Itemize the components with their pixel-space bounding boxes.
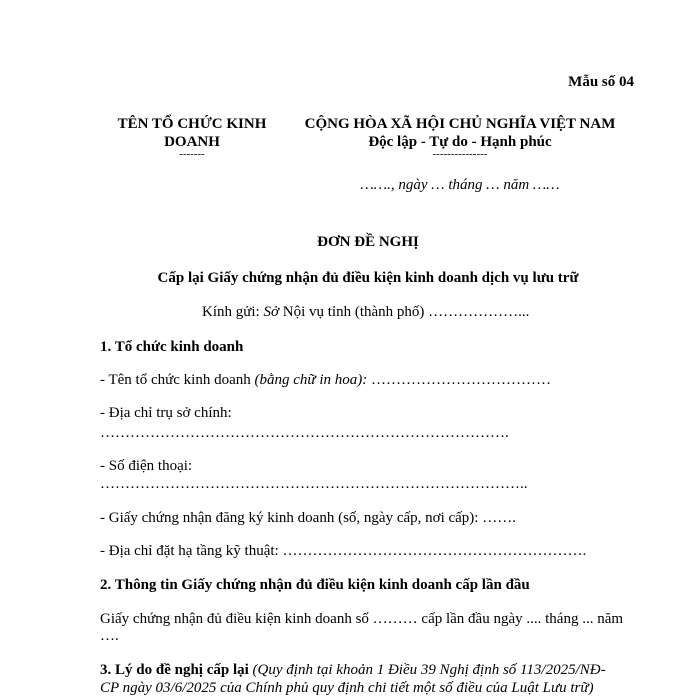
- document-title: ĐƠN ĐỀ NGHỊ: [317, 234, 419, 250]
- org-name-label: - Tên tổ chức kinh doanh: [100, 372, 255, 388]
- national-title: CỘNG HÒA XÃ HỘI CHỦ NGHĨA VIỆT NAM: [304, 116, 616, 132]
- org-name-field: [100, 372, 551, 389]
- form-number: Mẫu số 04: [568, 74, 634, 90]
- org-name-line2: DOANH: [164, 134, 220, 150]
- national-divider: ---------------: [432, 148, 488, 160]
- first-certificate-line: Giấy chứng nhận đủ điều kiện kinh doanh số ……… cấp lần đầu ngày .... tháng ... năm: [100, 611, 624, 627]
- business-license-line: - Giấy chứng nhận đăng ký kinh doanh (số, ngày cấp, nơi cấp): …….: [100, 510, 516, 526]
- section3-heading-line: [100, 662, 606, 679]
- recipient-rest: Nội vụ tỉnh (thành phố) ………………...: [278, 304, 530, 320]
- section3-note: (Quy định tại khoản 1 Điều 39 Nghị định số 113/2025/NĐ-: [248, 662, 606, 678]
- org-name-hint: (bằng chữ in hoa):: [254, 372, 368, 388]
- phone-dots: …………………………………………………………………………..: [100, 476, 528, 492]
- org-name-line1: TÊN TỔ CHỨC KINH: [117, 116, 267, 132]
- date-line: ……., ngày … tháng … năm ……: [360, 177, 560, 193]
- section3-note-line2: CP ngày 03/6/2025 của Chính phủ quy định chi tiết một số điều của Luật Lưu trữ): [100, 680, 594, 696]
- recipient-prefix: Kính gửi:: [202, 304, 264, 320]
- national-motto: Độc lập - Tự do - Hạnh phúc: [368, 134, 552, 150]
- first-certificate-line2: ….: [100, 628, 119, 644]
- org-divider: -------: [179, 148, 205, 160]
- recipient-name: Sở: [263, 304, 279, 320]
- phone-label: - Số điện thoại:: [100, 458, 193, 474]
- org-name-dots: ………………………………: [367, 372, 551, 388]
- document-subtitle: Cấp lại Giấy chứng nhận đủ điều kiện kinh doanh dịch vụ lưu trữ: [157, 270, 579, 286]
- section3-heading: 3. Lý do đề nghị cấp lại: [100, 662, 249, 678]
- address-dots: ……………………………………………………………………….: [100, 425, 509, 441]
- section2-heading: 2. Thông tin Giấy chứng nhận đủ điều kiện kinh doanh cấp lần đầu: [100, 577, 530, 593]
- recipient-line: [202, 304, 529, 321]
- infrastructure-address-line: - Địa chỉ đặt hạ tầng kỹ thuật: …………………………………………………….: [100, 543, 587, 559]
- section1-heading: 1. Tổ chức kinh doanh: [100, 339, 244, 355]
- address-label: - Địa chỉ trụ sở chính:: [100, 405, 232, 421]
